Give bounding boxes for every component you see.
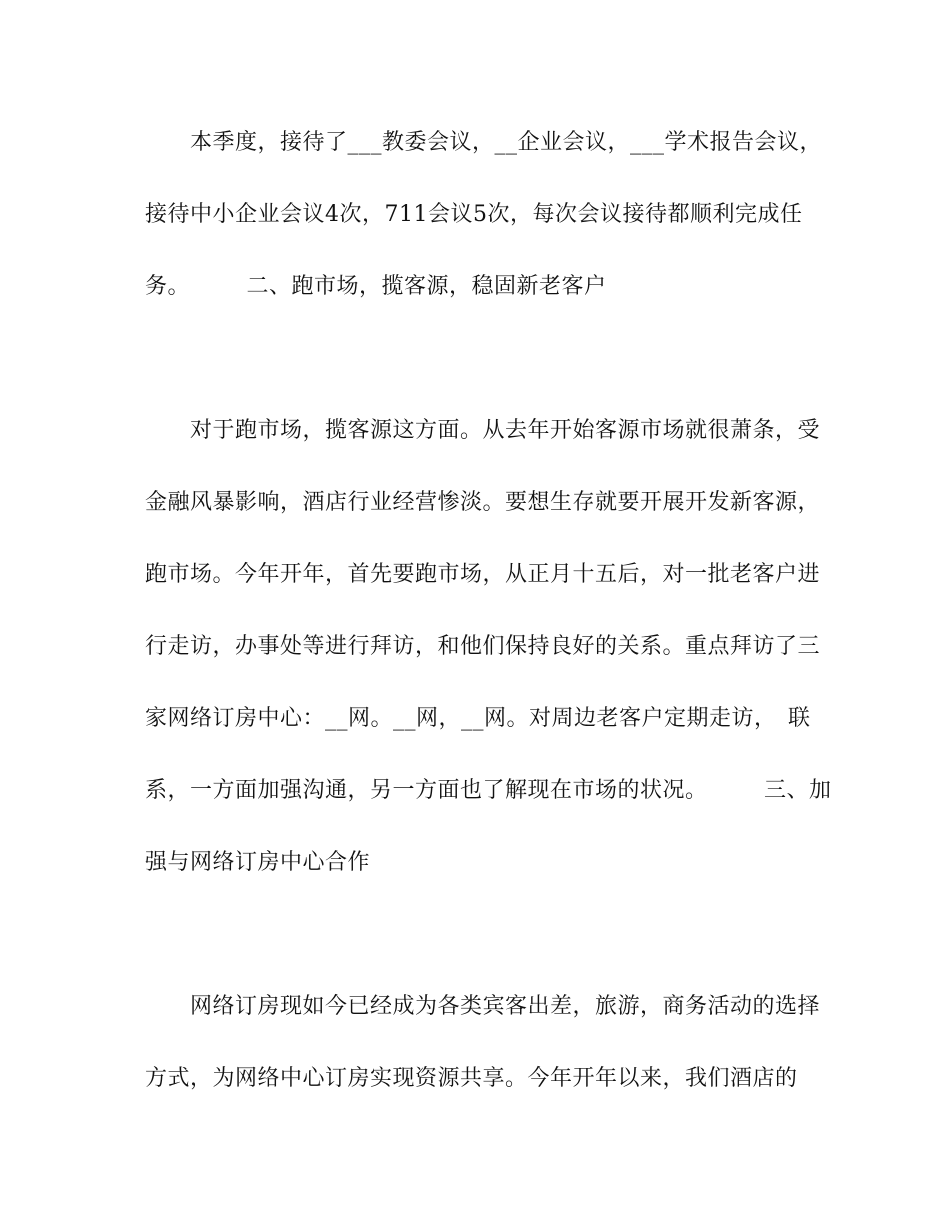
text-line-1: 本季度，接待了___教委会议，__企业会议，___学术报告会议， bbox=[145, 130, 823, 155]
text-line-12: 方式，为网络中心订房实现资源共享。今年开年以来，我们酒店的 bbox=[145, 1066, 798, 1091]
text-line-4: 对于跑市场，揽客源这方面。从去年开始客源市场就很萧条，受 bbox=[145, 418, 821, 443]
text-line-5: 金融风暴影响，酒店行业经营惨淡。要想生存就要开展开发新客源， bbox=[145, 490, 821, 515]
text-line-10: 强与网络订房中心合作 bbox=[145, 850, 371, 875]
text-line-9: 系，一方面加强沟通，另一方面也了解现在市场的状况。 三、加 bbox=[145, 778, 832, 803]
text-line-11: 网络订房现如今已经成为各类宾客出差，旅游，商务活动的选择 bbox=[145, 994, 821, 1019]
text-line-7: 行走访，办事处等进行拜访，和他们保持良好的关系。重点拜访了三 bbox=[145, 634, 821, 659]
text-line-2: 接待中小企业会议4次，711会议5次，每次会议接待都顺利完成任 bbox=[145, 202, 803, 227]
text-line-3: 务。 二、跑市场，揽客源，稳固新老客户 bbox=[145, 274, 607, 299]
text-line-8: 家网络订房中心：__网。__网，__网。对周边老客户定期走访， 联 bbox=[145, 706, 811, 731]
text-line-6: 跑市场。今年开年，首先要跑市场，从正月十五后，对一批老客户进 bbox=[145, 562, 821, 587]
